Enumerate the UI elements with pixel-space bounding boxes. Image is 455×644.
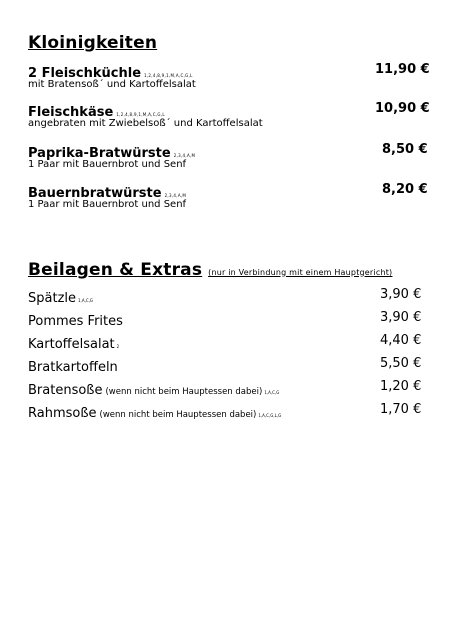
side-item — [28, 287, 428, 307]
side-allergens: 1,A,C,G — [264, 390, 280, 395]
section-title-text: Beilagen & Extras — [28, 260, 203, 280]
dish-price: 8,20 € — [382, 182, 428, 197]
dish-item — [28, 182, 428, 210]
side-name: Spätzle — [28, 291, 77, 306]
side-name: Pommes Frites — [28, 314, 123, 329]
side-allergens: 2 — [116, 344, 120, 349]
dish-name: 2 Fleischküchle — [28, 66, 142, 81]
dish-description: angebraten mit Zwiebelsoß´ und Kartoffelsalat — [28, 118, 263, 129]
dish-allergens: 2,3,4,A,M — [173, 153, 196, 158]
side-item — [28, 402, 428, 422]
dish-name: Bauernbratwürste — [28, 186, 162, 201]
side-note: (wenn nicht beim Hauptessen dabei) — [99, 410, 257, 420]
side-item — [28, 379, 428, 399]
side-name: Bratensoße — [28, 383, 103, 398]
side-allergens: 1,A,C,G,L,G — [258, 413, 282, 418]
side-name: Rahmsoße — [28, 406, 97, 421]
dish-name: Fleischkäse — [28, 105, 114, 120]
dish-description: mit Bratensoß´ und Kartoffelsalat — [28, 79, 196, 90]
side-price: 5,50 € — [380, 356, 422, 371]
side-price: 4,40 € — [380, 333, 422, 348]
side-name: Bratkartoffeln — [28, 360, 118, 375]
side-price: 3,90 € — [380, 310, 422, 325]
side-price: 1,70 € — [380, 402, 422, 417]
dish-name: Paprika-Bratwürste — [28, 146, 171, 161]
section-note: (nur in Verbindung mit einem Hauptgericht) — [208, 268, 393, 277]
side-item — [28, 310, 428, 330]
side-item — [28, 356, 428, 376]
side-item — [28, 333, 428, 353]
section-title-beilagen — [28, 260, 392, 280]
side-name: Kartoffelsalat — [28, 337, 115, 352]
dish-price: 11,90 € — [375, 62, 430, 77]
dish-item — [28, 62, 428, 90]
side-note: (wenn nicht beim Hauptessen dabei) — [105, 387, 263, 397]
dish-price: 8,50 € — [382, 142, 428, 157]
dish-allergens: 2,3,4,A,M — [164, 193, 187, 198]
side-allergens: 1,A,C,G — [78, 298, 94, 303]
dish-description: 1 Paar mit Bauernbrot und Senf — [28, 199, 187, 210]
side-price: 1,20 € — [380, 379, 422, 394]
dish-description: 1 Paar mit Bauernbrot und Senf — [28, 159, 187, 170]
dish-item — [28, 101, 428, 129]
side-price: 3,90 € — [380, 287, 422, 302]
section-title-text: Kloinigkeiten — [28, 33, 158, 53]
dish-allergens: 1,2,4,8,9,1,M,A,C,G,L — [116, 112, 165, 117]
dish-item — [28, 142, 428, 170]
dish-allergens: 1,2,4,8,9,1,M,A,C,G,L — [144, 73, 193, 78]
dish-price: 10,90 € — [375, 101, 430, 116]
section-title-kloinigkeiten — [28, 33, 157, 53]
